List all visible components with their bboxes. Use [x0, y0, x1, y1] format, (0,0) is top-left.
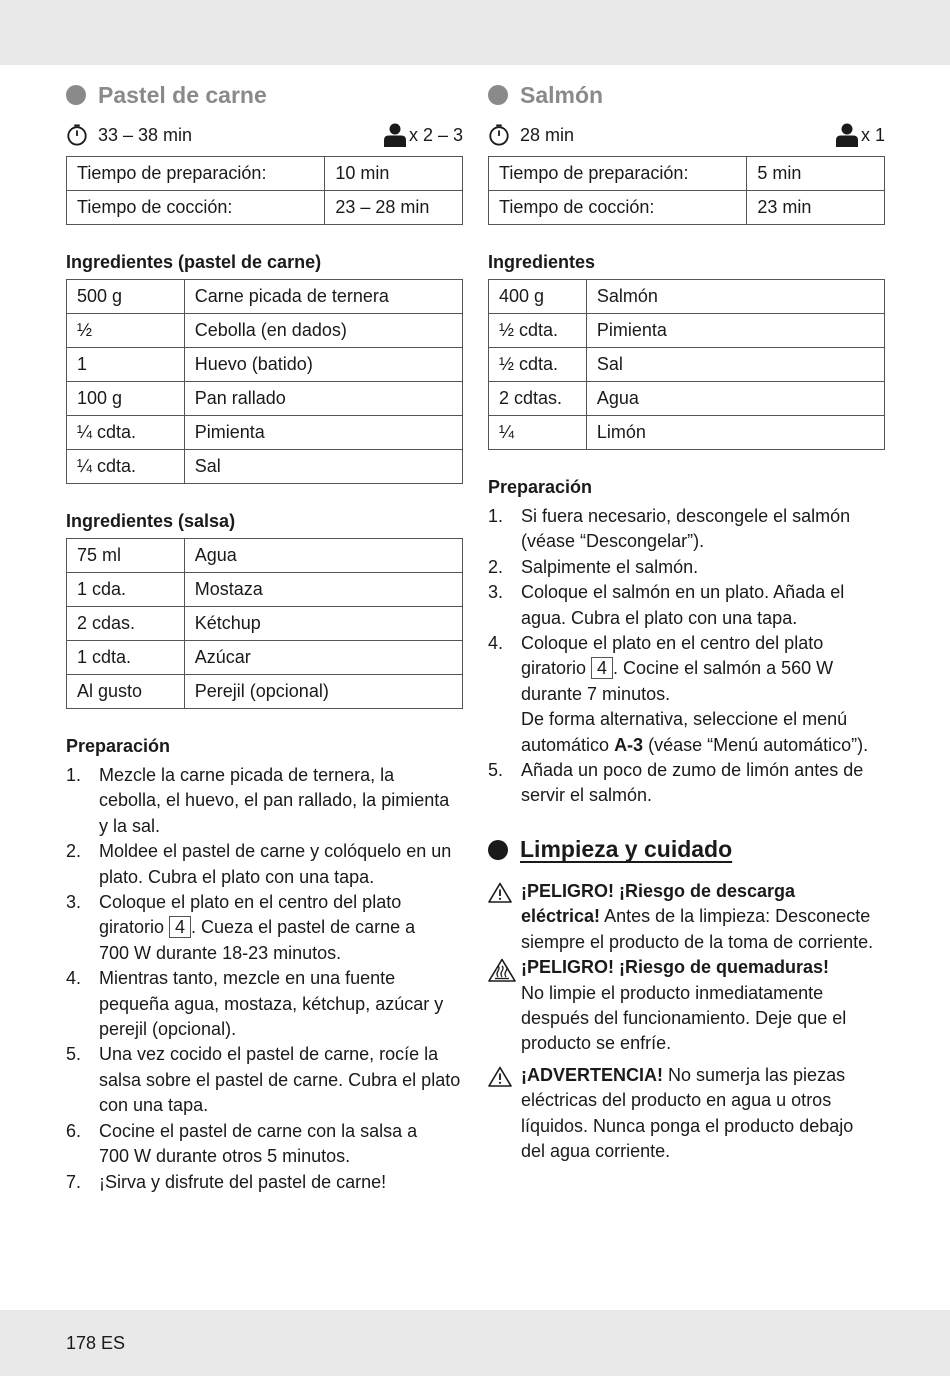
list-item: 1. Si fuera necesario, descongele el salmón (véase “Descongelar”).: [488, 506, 851, 552]
warning-burn: ¡PELIGRO! ¡Riesgo de quemaduras! No limpie el producto inmediatamente después del funcionamiento. Deje que el producto se enfríe.: [488, 955, 885, 1057]
table-row: Tiempo de preparación: 10 min: [67, 157, 463, 191]
preparation-heading: Preparación: [488, 477, 593, 497]
table-row: 2 cdas. Kétchup: [67, 607, 463, 641]
sauce-heading: Ingredientes (salsa): [66, 511, 236, 531]
bullet-dot-icon: [488, 85, 508, 105]
list-item: 3. Coloque el plato en el centro del plato giratorio 4 . Cueza el pastel de carne a 700 W durante 18-23 minutos.: [66, 892, 416, 963]
list-item: 5. Una vez cocido el pastel de carne, rocíe la salsa sobre el pastel de carne. Cubra el plato con una tapa.: [66, 1044, 461, 1116]
section-title: Pastel de carne: [66, 78, 463, 112]
top-bar: [0, 0, 950, 65]
sauce-table: [66, 538, 463, 709]
list-item: 5. Añada un poco de zumo de limón antes de servir el salmón.: [488, 760, 864, 806]
recipe-meta: [66, 120, 463, 150]
bullet-dot-icon: [66, 85, 86, 105]
part-number-box: 4: [591, 657, 613, 679]
table-row: ¼ cdta. Sal: [67, 450, 463, 484]
timer-icon: [66, 124, 88, 146]
list-item: 2. Moldee el pastel de carne y colóquelo en un plato. Cubra el plato con una tapa.: [66, 841, 452, 887]
person-icon: [836, 123, 858, 147]
preparation-steps: [488, 504, 885, 809]
table-row: Al gusto Perejil (opcional): [67, 675, 463, 709]
table-row: ¼ cdta. Pimienta: [67, 416, 463, 450]
list-item: 3. Coloque el salmón en un plato. Añada el agua. Cubra el plato con una tapa.: [488, 582, 845, 628]
ingredients-table: [488, 279, 885, 450]
recipe-meatloaf: [66, 78, 463, 1195]
hot-surface-warning-icon: [488, 958, 516, 982]
servings: x 1: [860, 124, 885, 145]
table-row: 400 g Salmón: [489, 280, 885, 314]
table-row: ½ Cebolla (en dados): [67, 314, 463, 348]
table-row: 1 cda. Mostaza: [67, 573, 463, 607]
preparation-steps: [66, 763, 463, 1195]
ingredients-heading: Ingredientes (pastel de carne): [66, 252, 322, 272]
care-heading: Limpieza y cuidado: [488, 833, 885, 867]
person-icon: [384, 123, 406, 147]
table-row: 500 g Carne picada de ternera: [67, 280, 463, 314]
table-row: Tiempo de cocción: 23 – 28 min: [67, 191, 463, 225]
part-number-box: 4: [169, 916, 191, 938]
table-row: Tiempo de cocción: 23 min: [489, 191, 885, 225]
list-item: 1. Mezcle la carne picada de ternera, la cebolla, el huevo, el pan rallado, la pimienta y la sal.: [66, 765, 450, 836]
list-item: 4. Mientras tanto, mezcle en una fuente pequeña agua, mostaza, kétchup, azúcar y perejil (opcional).: [66, 968, 444, 1040]
section-title: Salmón: [488, 78, 885, 112]
list-item: 7. ¡Sirva y disfrute del pastel de carne!: [66, 1171, 387, 1192]
table-row: 100 g Pan rallado: [67, 382, 463, 416]
list-item: 6. Cocine el pastel de carne con la salsa a 700 W durante otros 5 minutos.: [66, 1120, 418, 1167]
table-row: 75 ml Agua: [67, 539, 463, 573]
total-time: 33 – 38 min: [98, 124, 193, 145]
table-row: ½ cdta. Sal: [489, 348, 885, 382]
table-row: 1 Huevo (batido): [67, 348, 463, 382]
table-row: ¼ Limón: [489, 416, 885, 450]
warning-electric: ¡PELIGRO! ¡Riesgo de descarga eléctrica! Antes de la limpieza: Desconecte siempre el producto de la toma de corriente.: [488, 879, 885, 955]
list-item: 4. Coloque el plato en el centro del plato giratorio 4 . Cocine el salmón a 560 W durante 7 minutos. De forma alternativa, seleccione el menú automático A-3 (véase “Menú automático”).: [488, 633, 869, 755]
list-item: 2. Salpimente el salmón.: [488, 556, 699, 577]
recipe-salmon: [488, 78, 885, 1164]
table-row: 1 cdta. Azúcar: [67, 641, 463, 675]
page-number: 178 ES: [66, 1333, 126, 1353]
warning-triangle-icon: [488, 1066, 512, 1087]
ingredients-table: [66, 279, 463, 484]
servings: x 2 – 3: [408, 124, 463, 145]
warning-triangle-icon: [488, 882, 512, 903]
footer-bar: [0, 1310, 950, 1376]
table-row: 2 cdtas. Agua: [489, 382, 885, 416]
table-row: ½ cdta. Pimienta: [489, 314, 885, 348]
table-row: Tiempo de preparación: 5 min: [489, 157, 885, 191]
timer-icon: [488, 124, 510, 146]
times-table: [66, 156, 463, 225]
ingredients-heading: Ingredientes: [488, 252, 596, 272]
total-time: 28 min: [520, 124, 575, 145]
bullet-dot-icon: [488, 840, 508, 860]
preparation-heading: Preparación: [66, 736, 171, 756]
times-table: [488, 156, 885, 225]
warning-water: ¡ADVERTENCIA! No sumerja las piezas eléctricas del producto en agua u otros líquidos. Nunca ponga el producto debajo del agua corriente.: [488, 1063, 885, 1165]
recipe-meta: [488, 120, 885, 150]
